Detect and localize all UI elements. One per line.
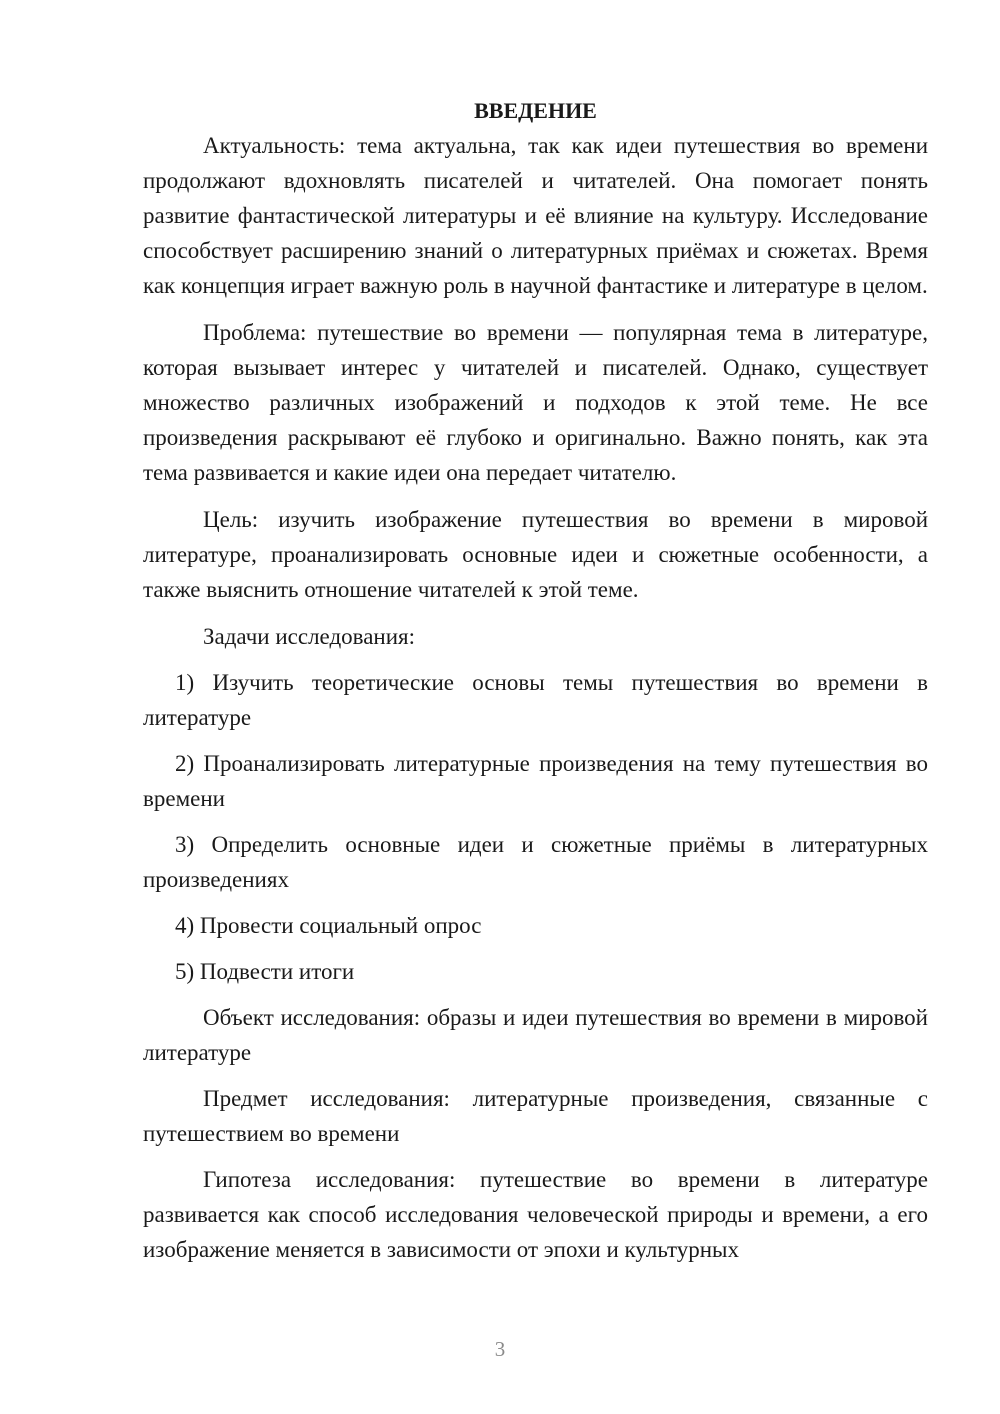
object-paragraph: Объект исследования: образы и идеи путешествия во времени в мировой литературе <box>143 1005 928 1065</box>
task-item: 5) Подвести итоги <box>175 959 355 984</box>
page-heading: ВВЕДЕНИЕ <box>474 98 597 123</box>
goal-paragraph: Цель: изучить изображение путешествия во времени в мировой литературе, проанализировать основные идеи и сюжетные особенности, а также выяснить отношение читателей к этой теме. <box>143 507 928 602</box>
page-content <box>143 93 928 1267</box>
task-item: 1) Изучить теоретические основы темы путешествия во времени в литературе <box>143 670 928 730</box>
problem-paragraph: Проблема: путешествие во времени — популярная тема в литературе, которая вызывает интерес у читателей и писателей. Однако, существует множество различных изображений и подходов к этой теме. Не все произведения раскрывают её глубоко и оригинально. Важно понять, как эта тема развивается и какие идеи она передает читателю. <box>143 320 928 485</box>
page-number: 3 <box>494 1337 506 1361</box>
task-item: 4) Провести социальный опрос <box>175 913 482 938</box>
task-item: 2) Проанализировать литературные произведения на тему путешествия во времени <box>143 751 928 811</box>
task-item: 3) Определить основные идеи и сюжетные приёмы в литературных произведениях <box>143 832 928 892</box>
subject-paragraph: Предмет исследования: литературные произведения, связанные с путешествием во времени <box>143 1086 928 1146</box>
hypothesis-paragraph: Гипотеза исследования: путешествие во времени в литературе развивается как способ исследования человеческой природы и времени, а его изображение меняется в зависимости от эпохи и культурных <box>143 1167 928 1262</box>
tasks-heading: Задачи исследования: <box>203 624 416 649</box>
relevance-paragraph: Актуальность: тема актуальна, так как идеи путешествия во времени продолжают вдохновлять писателей и читателей. Она помогает понять развитие фантастической литературы и её влияние на культуру. Исследование способствует расширению знаний о литературных приёмах и сюжетах. Время как концепция играет важную роль в научной фантастике и литературе в целом. <box>143 133 928 298</box>
